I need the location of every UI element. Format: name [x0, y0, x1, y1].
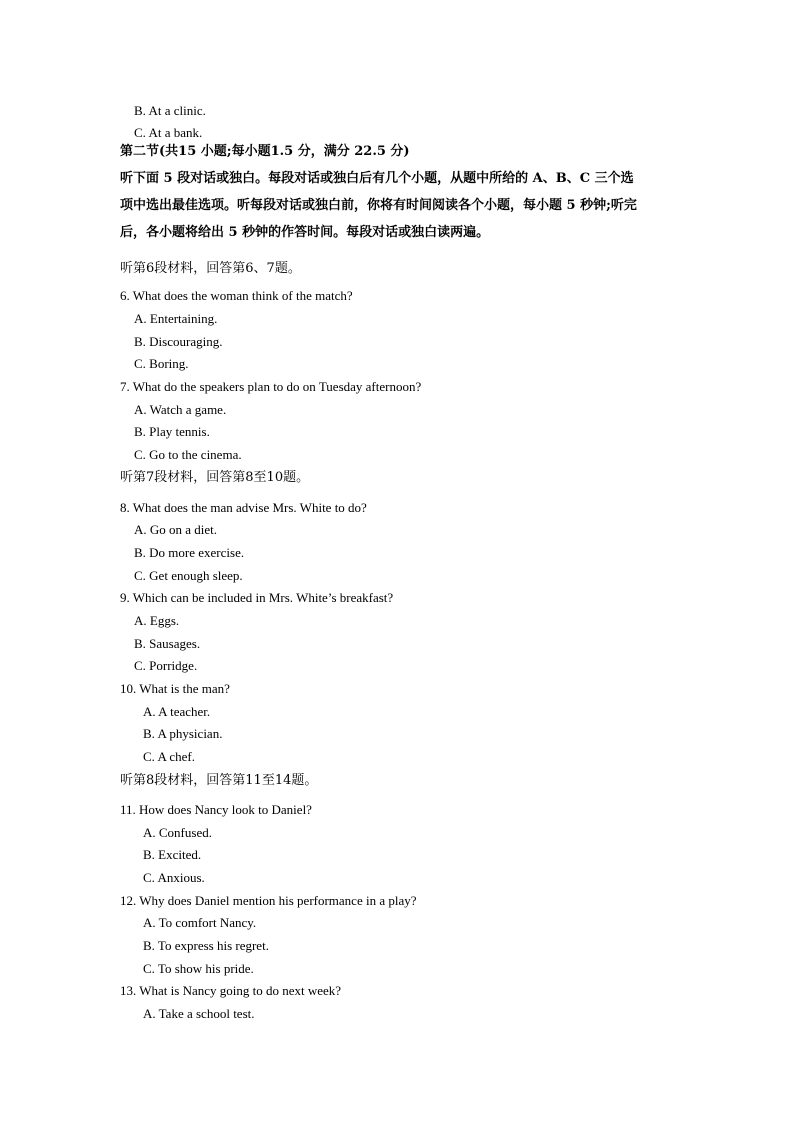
option-b: B. To express his regret. [143, 938, 269, 953]
option-a: A. Entertaining. [134, 311, 218, 326]
option-a: A. Watch a game. [134, 402, 227, 417]
question-7: 7. What do the speakers plan to do on Tuesday afternoon? [120, 379, 422, 394]
option-a: A. To comfort Nancy. [143, 915, 257, 930]
question-8: 8. What does the man advise Mrs. White to do? [120, 500, 367, 515]
option-b: B. A physician. [143, 726, 223, 741]
option-b: B. Do more exercise. [134, 545, 245, 560]
question-10: 10. What is the man? [120, 681, 230, 696]
option-a: A. Eggs. [134, 613, 180, 628]
option-a: A. A teacher. [143, 704, 211, 719]
option-c: C. Porridge. [134, 658, 198, 673]
option-c: C. Boring. [134, 356, 189, 371]
option-b: B. Excited. [143, 847, 202, 862]
option-b: B. At a clinic. [134, 103, 206, 118]
option-c: C. To show his pride. [143, 961, 254, 976]
section-heading: 第二节(共15 小题;每小题1.5 分，满分 22.5 分) [120, 144, 410, 159]
option-c: C. A chef. [143, 749, 195, 764]
question-9: 9. Which can be included in Mrs. White’s breakfast? [120, 590, 394, 605]
material-heading: 听第8段材料，回答第11至14题。 [120, 773, 318, 788]
option-c: C. Get enough sleep. [134, 568, 243, 583]
question-12: 12. Why does Daniel mention his performance in a play? [120, 893, 417, 908]
material-heading: 听第6段材料，回答第6、7题。 [120, 261, 301, 276]
question-13: 13. What is Nancy going to do next week? [120, 983, 342, 998]
option-b: B. Discouraging. [134, 334, 223, 349]
instruction-line: 听下面 5 段对话或独白。每段对话或独白后有几个小题，从题中所给的 A、B、C 三个选 [120, 171, 634, 186]
question-6: 6. What does the woman think of the match? [120, 288, 353, 303]
option-a: A. Take a school test. [143, 1006, 255, 1021]
instruction-line: 项中选出最佳选项。听每段对话或独白前，你将有时间阅读各个小题，每小题 5 秒钟;听完 [120, 198, 637, 213]
option-a: A. Go on a diet. [134, 522, 218, 537]
material-heading: 听第7段材料，回答第8至10题。 [120, 470, 310, 485]
option-a: A. Confused. [143, 825, 212, 840]
option-b: B. Sausages. [134, 636, 201, 651]
option-c: C. Go to the cinema. [134, 447, 242, 462]
option-c: C. At a bank. [134, 125, 203, 140]
option-b: B. Play tennis. [134, 424, 210, 439]
option-c: C. Anxious. [143, 870, 205, 885]
question-11: 11. How does Nancy look to Daniel? [120, 802, 312, 817]
instruction-line: 后，各小题将给出 5 秒钟的作答时间。每段对话或独白读两遍。 [120, 225, 490, 240]
